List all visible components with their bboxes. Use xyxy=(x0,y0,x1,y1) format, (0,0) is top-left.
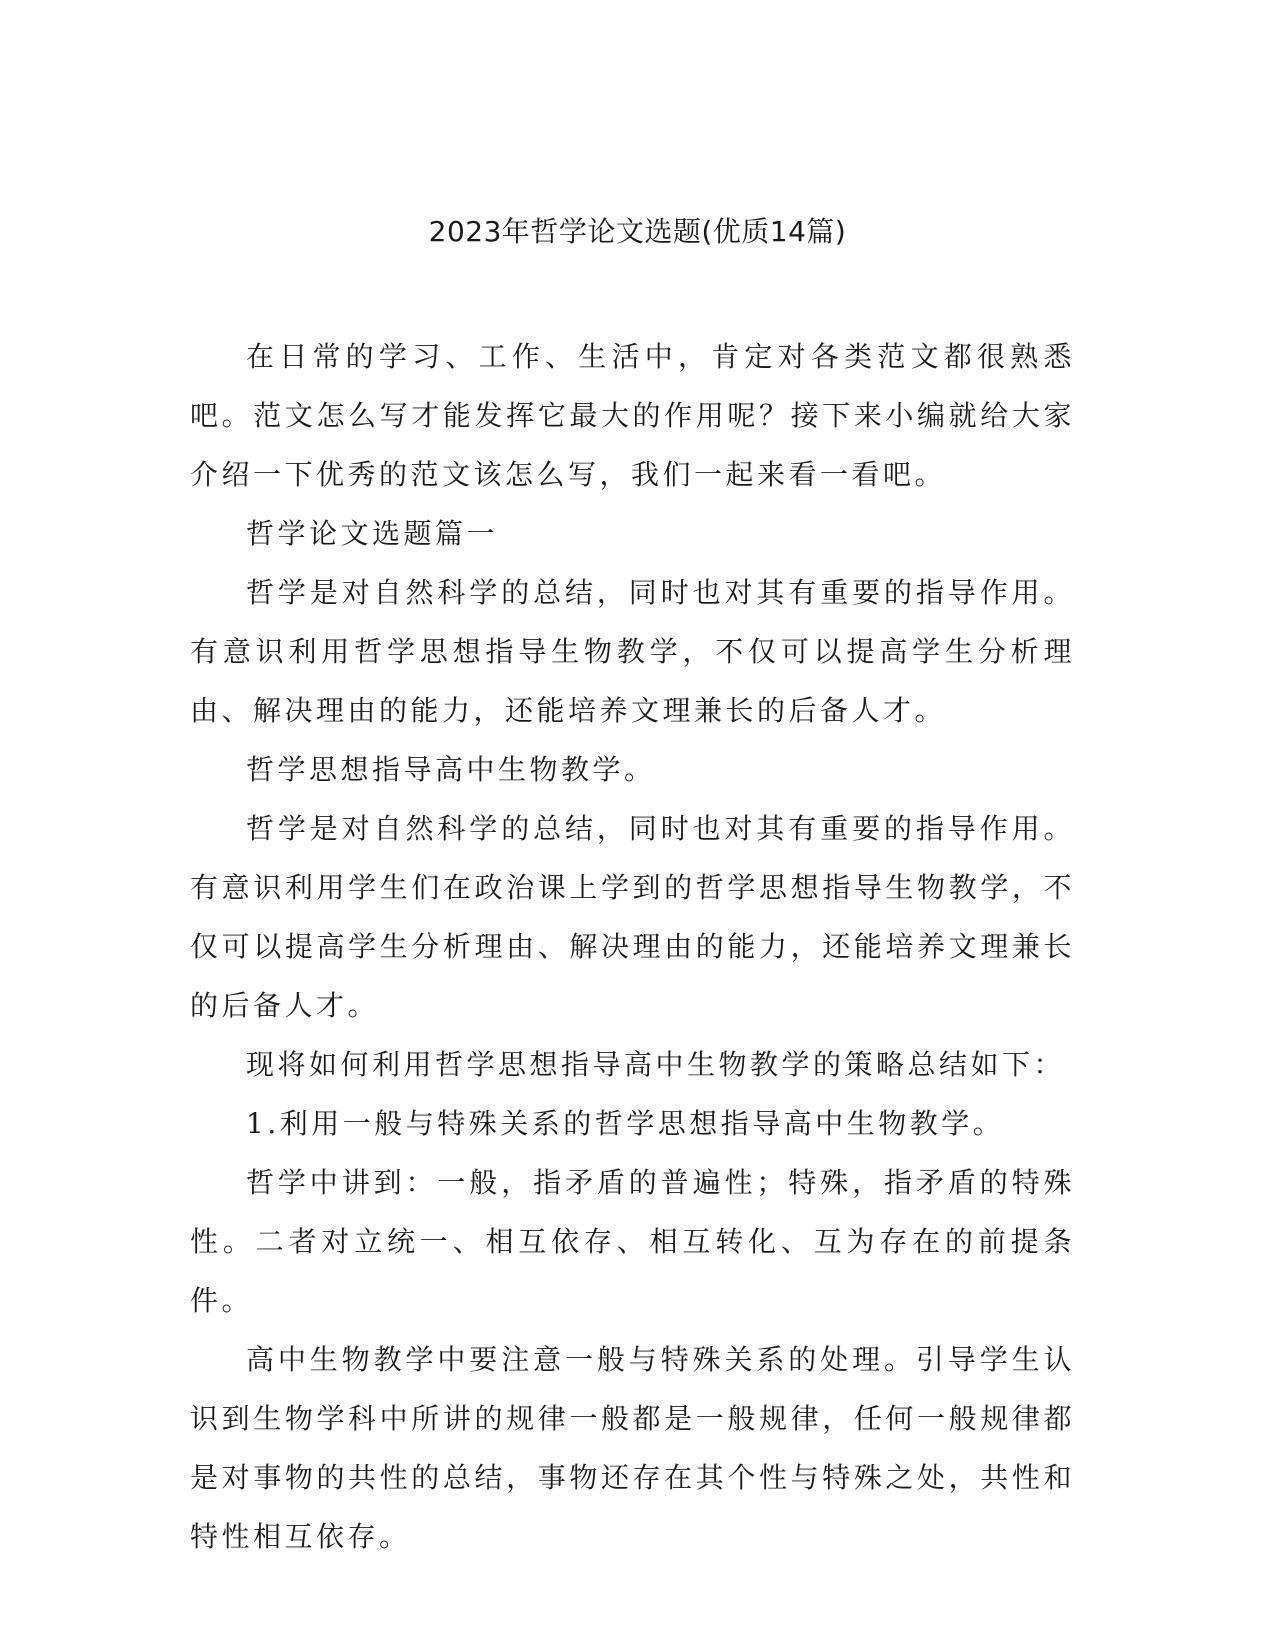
section-heading: 哲学论文选题篇一 xyxy=(246,517,499,550)
list-item: 1.利用一般与特殊关系的哲学思想指导高中生物教学。 xyxy=(246,1107,1005,1140)
body-paragraph: 哲学是对自然科学的总结，同时也对其有重要的指导作用。有意识利用哲学思想指导生物教学，不仅可以提高学生分析理由、解决理由的能力，还能培养文理兼长的后备人才。 xyxy=(190,576,1075,727)
document-body xyxy=(190,327,1075,1566)
body-paragraph: 高中生物教学中要注意一般与特殊关系的处理。引导学生认识到生物学科中所讲的规律一般都是一般规律，任何一般规律都是对事物的共性的总结，事物还存在其个性与特殊之处，共性和特性相互依存。 xyxy=(190,1343,1075,1553)
document-title: 2023年哲学论文选题(优质14篇) xyxy=(428,215,847,248)
body-paragraph: 哲学中讲到：一般，指矛盾的普遍性；特殊，指矛盾的特殊性。二者对立统一、相互依存、相互转化、互为存在的前提条件。 xyxy=(190,1166,1075,1317)
intro-paragraph: 在日常的学习、工作、生活中，肯定对各类范文都很熟悉吧。范文怎么写才能发挥它最大的作用呢？接下来小编就给大家介绍一下优秀的范文该怎么写，我们一起来看一看吧。 xyxy=(190,340,1075,491)
body-paragraph: 哲学思想指导高中生物教学。 xyxy=(246,753,656,786)
body-paragraph: 哲学是对自然科学的总结，同时也对其有重要的指导作用。有意识利用学生们在政治课上学到的哲学思想指导生物教学，不仅可以提高学生分析理由、解决理由的能力，还能培养文理兼长的后备人才。 xyxy=(190,812,1075,1022)
body-paragraph: 现将如何利用哲学思想指导高中生物教学的策略总结如下： xyxy=(246,1048,1066,1081)
